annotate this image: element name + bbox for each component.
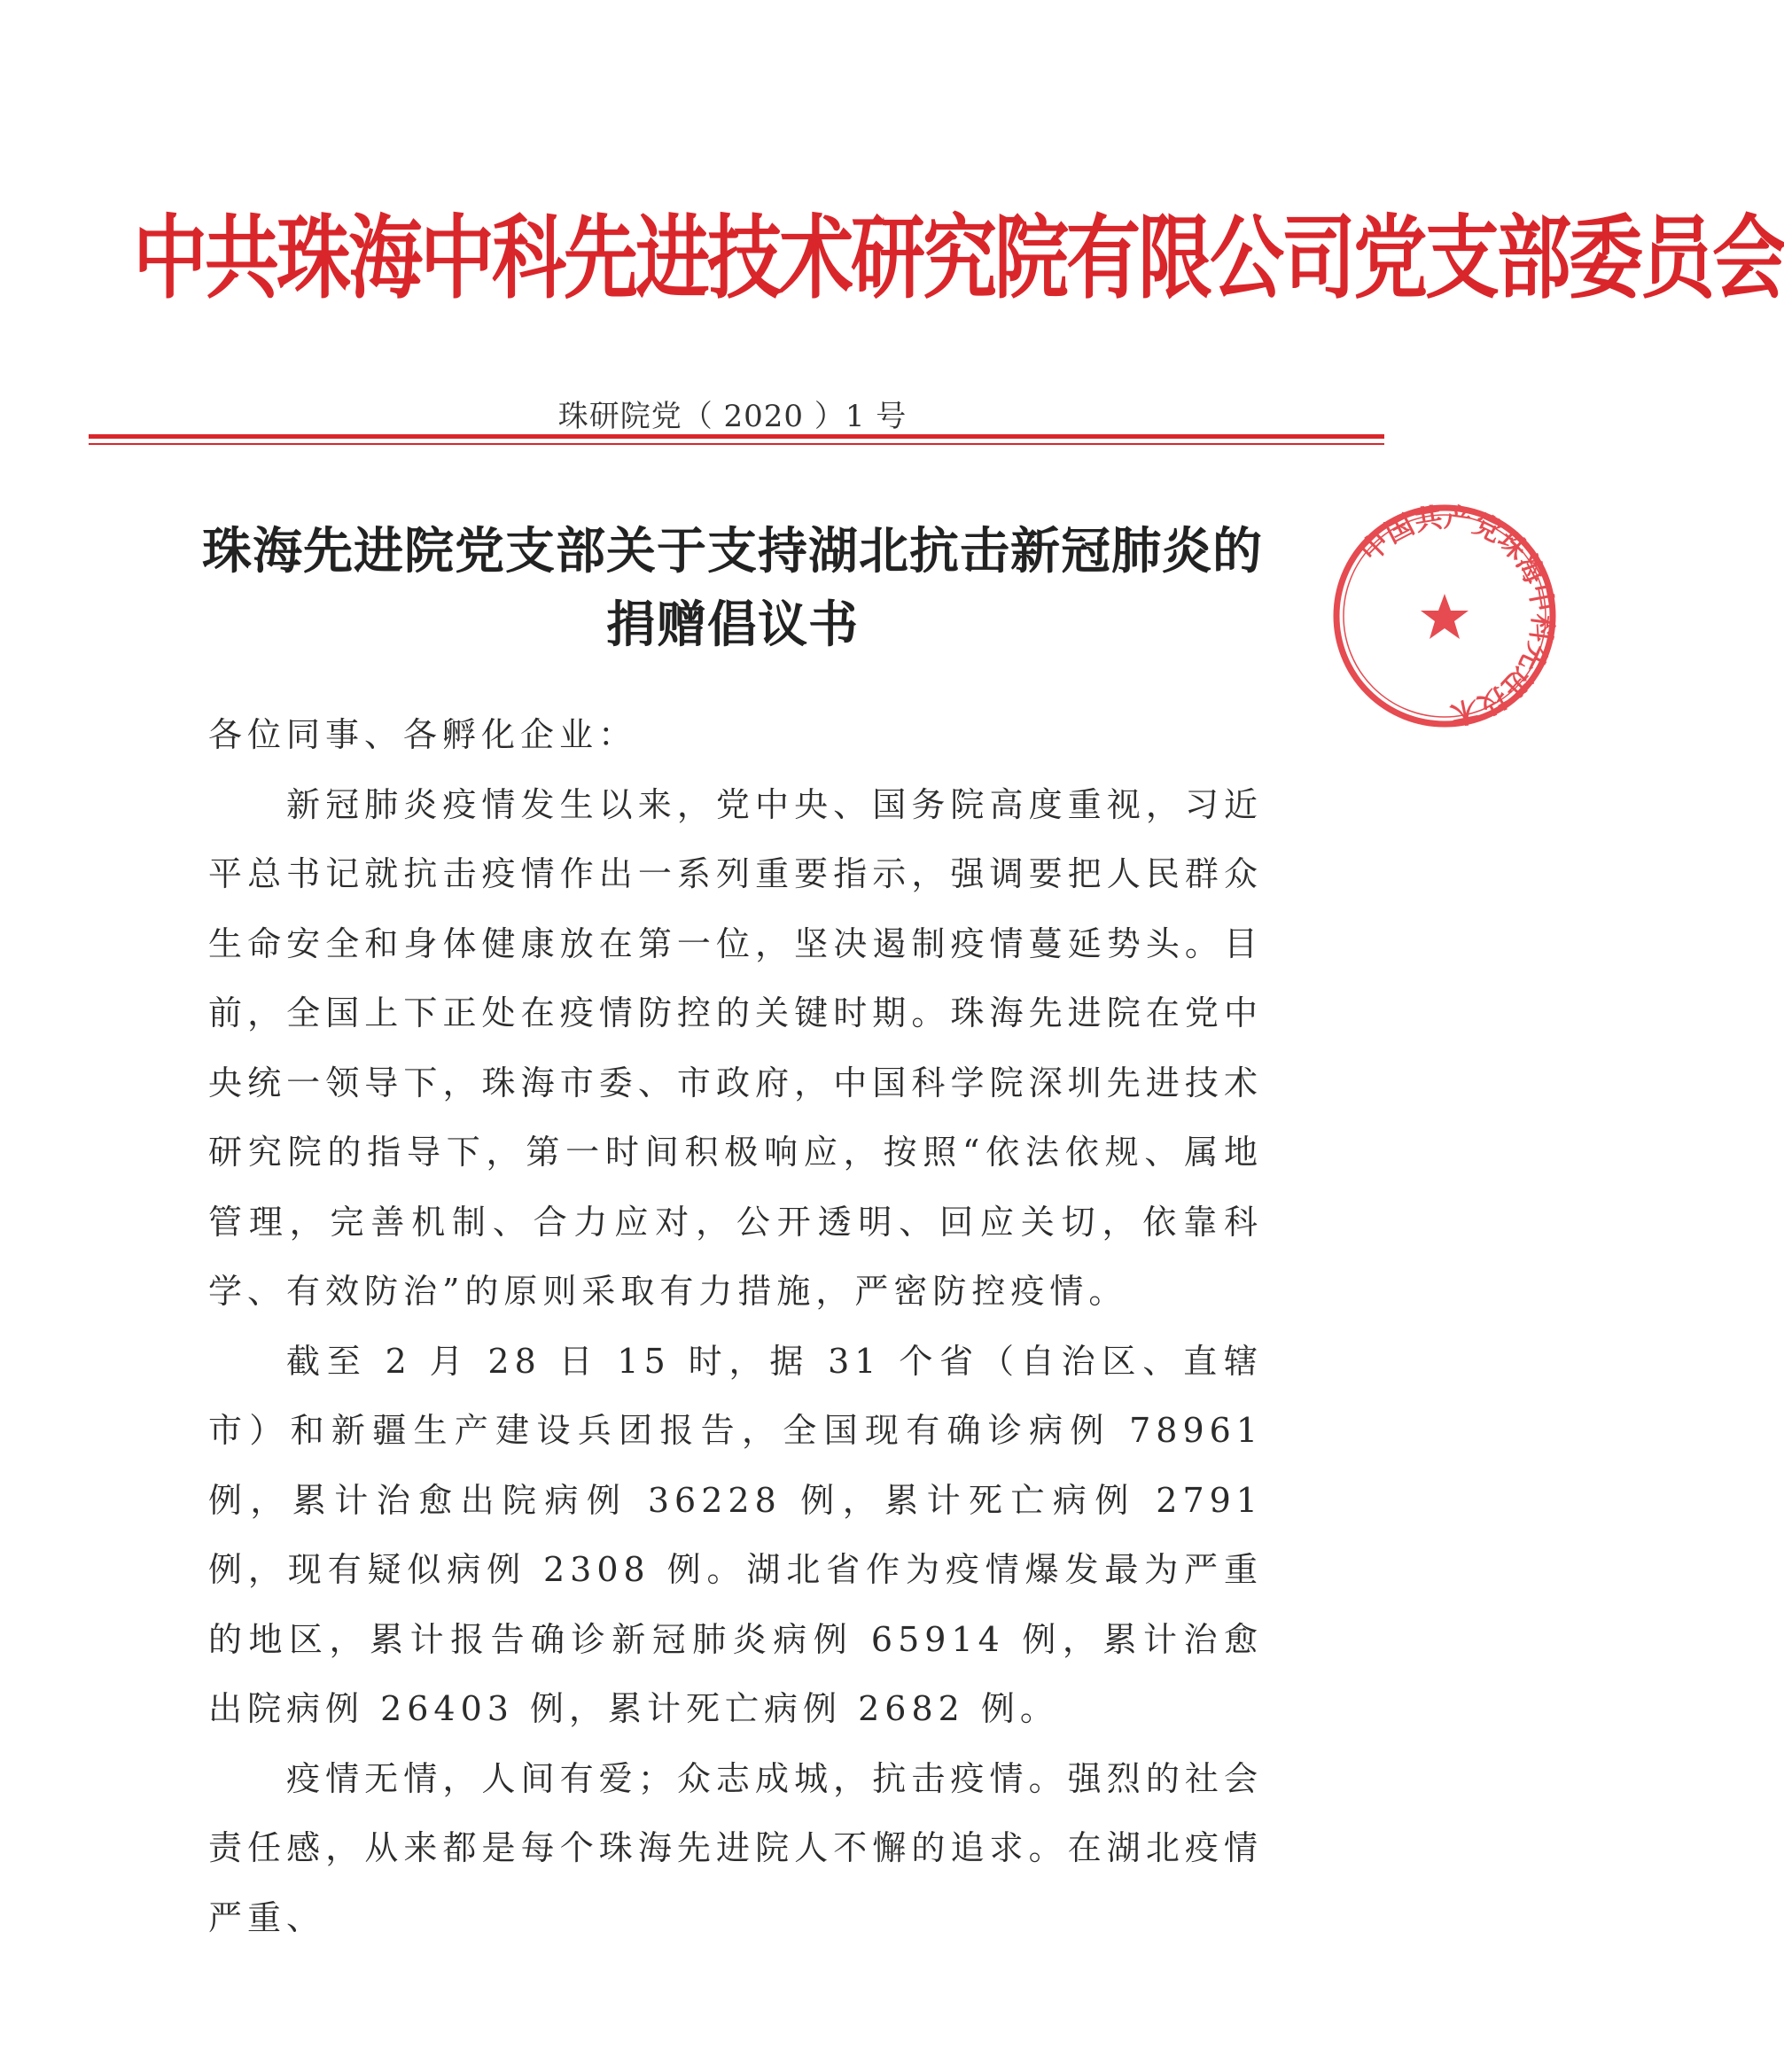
document-title-line-2: 捐赠倡议书 xyxy=(606,596,859,654)
official-seal-stamp xyxy=(1329,501,1560,731)
body-paragraph-2: 截至 2 月 28 日 15 时，据 31 个省（自治区、直辖市）和新疆生产建设兵团报告，全国现有确诊病例 78961 例，累计治愈出院病例 36228 例，累计死亡病例 2791 例，现有疑似病例 2308 例。湖北省作为疫情爆发最为严重的地区，累计报告确诊新冠肺炎病例 65914 例，累计治愈出院病例 26403 例，累计死亡病例 2682 例。 xyxy=(208,1341,1263,1728)
document-number: 珠研院党（ 2020 ）1 号 xyxy=(557,399,908,434)
document-title-line-1: 珠海先进院党支部关于支持湖北抗击新冠肺炎的 xyxy=(202,522,1263,580)
document-body xyxy=(208,700,1263,1952)
body-paragraph-3: 疫情无情，人间有爱；众志成城，抗击疫情。强烈的社会责任感，从来都是每个珠海先进院人不懈的追求。在湖北疫情严重、 xyxy=(208,1758,1263,1937)
header-rule-thin xyxy=(89,443,1384,445)
organization-header: 中共珠海中科先进技术研究院有限公司党支部委员会 xyxy=(133,205,1784,312)
seal-text: 中国共产党珠海中科先进技术 xyxy=(1354,502,1559,730)
salutation: 各位同事、各孵化企业： xyxy=(208,715,638,754)
body-paragraph-1: 新冠肺炎疫情发生以来，党中央、国务院高度重视，习近平总书记就抗击疫情作出一系列重要指示，强调要把人民群众生命安全和身体健康放在第一位，坚决遏制疫情蔓延势头。目前，全国上下正处在疫情防控的关键时期。珠海先进院在党中央统一领导下，珠海市委、市政府，中国科学院深圳先进技术研究院的指导下，第一时间积极响应，按照“依法依规、属地管理，完善机制、合力应对，公开透明、回应关切，依靠科学、有效防治”的原则采取有力措施，严密防控疫情。 xyxy=(208,784,1263,1311)
header-rule-thick xyxy=(89,434,1384,439)
